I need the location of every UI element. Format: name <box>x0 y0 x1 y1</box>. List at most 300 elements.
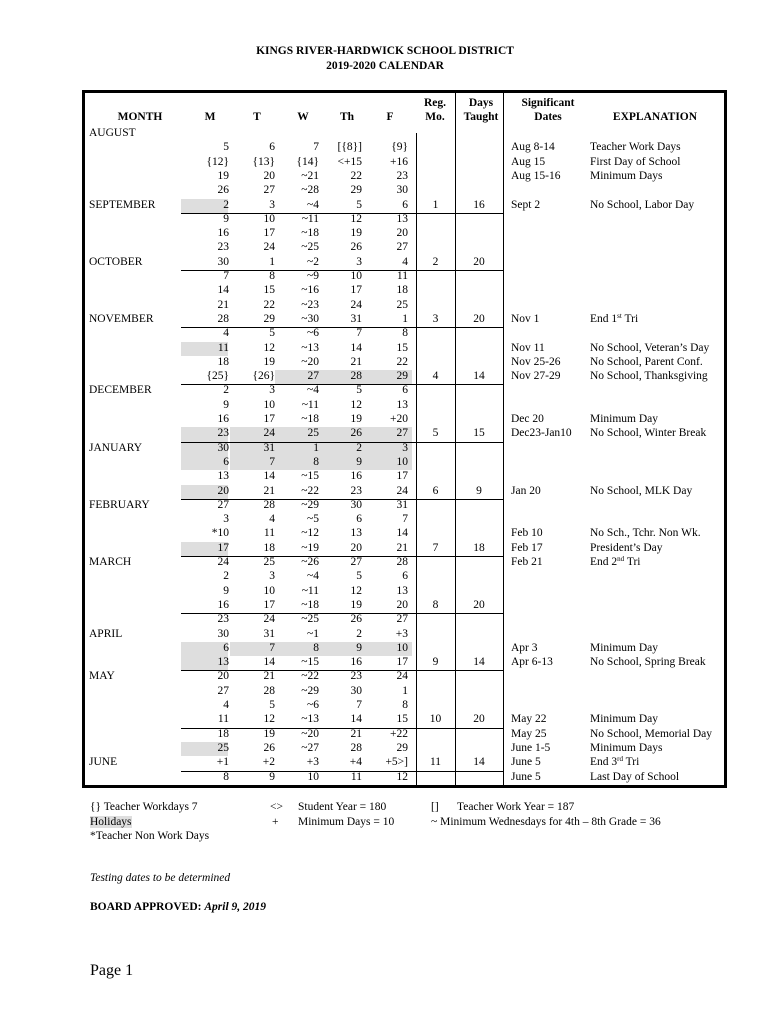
day-cell: 12 <box>263 713 275 726</box>
days-taught: 14 <box>473 656 485 669</box>
day-cell: 13 <box>350 527 362 540</box>
day-cell: 24 <box>263 241 275 254</box>
holiday-shade <box>181 199 228 213</box>
day-cell: 26 <box>263 741 275 754</box>
day-cell: 10 <box>263 212 275 225</box>
day-cell: 14 <box>217 284 229 297</box>
ordinal-suffix: st <box>617 311 622 320</box>
day-cell: ~28 <box>301 184 319 197</box>
significant-date: Aug 8-14 <box>511 141 555 154</box>
day-cell: 27 <box>396 613 408 626</box>
day-cell: 6 <box>269 141 275 154</box>
day-cell: 10 <box>396 455 408 468</box>
significant-date: May 22 <box>511 713 547 726</box>
day-cell: 9 <box>356 641 362 654</box>
month-divider <box>181 384 503 385</box>
day-cell: 1 <box>313 441 319 454</box>
reg-month-number: 9 <box>432 656 439 669</box>
explanation <box>590 771 679 784</box>
day-cell: 14 <box>350 713 362 726</box>
day-cell: 24 <box>350 298 362 311</box>
day-cell: 10 <box>350 270 362 282</box>
holiday-shade <box>230 642 275 656</box>
day-cell: 10 <box>263 398 275 411</box>
significant-date: Nov 25-26 <box>511 355 561 368</box>
month-label: APRIL <box>89 627 123 640</box>
explanation <box>590 527 701 540</box>
day-cell: 16 <box>217 413 229 425</box>
explanation <box>590 170 663 183</box>
significant-date: Nov 11 <box>511 341 545 354</box>
day-cell: 23 <box>350 484 362 497</box>
day-cell: 20 <box>217 670 229 683</box>
day-cell: 30 <box>350 684 362 697</box>
explanation-text: No School, Spring Break <box>590 656 706 669</box>
calendar-title: 2019-2020 CALENDAR <box>326 60 444 72</box>
legend-non-work-days: *Teacher Non Work Days <box>90 830 210 842</box>
day-cell: 17 <box>263 413 275 425</box>
day-cell: 7 <box>269 641 275 654</box>
divider-line <box>503 93 504 787</box>
day-cell: 21 <box>263 484 275 497</box>
day-cell: 26 <box>217 184 229 197</box>
day-cell: +4 <box>349 756 362 769</box>
day-cell: 1 <box>402 312 408 325</box>
day-cell: 23 <box>217 613 229 626</box>
col-header-wed: W <box>297 111 309 123</box>
day-cell: 3 <box>356 255 362 268</box>
day-cell: ~9 <box>307 270 319 282</box>
reg-month-number: 7 <box>432 541 439 554</box>
explanation-suffix: Tri <box>623 756 640 769</box>
explanation-text: President’s Day <box>590 541 663 554</box>
day-cell: 11 <box>396 270 408 282</box>
reg-month-number: 2 <box>432 255 439 268</box>
day-cell: 20 <box>396 598 408 611</box>
day-cell: ~16 <box>301 284 319 297</box>
day-cell: *10 <box>211 527 229 540</box>
col-header-thu: Th <box>339 111 355 123</box>
month-label: AUGUST <box>89 127 136 139</box>
explanation-text: No Sch., Tchr. Non Wk. <box>590 527 701 540</box>
explanation <box>590 141 681 154</box>
explanation-text: No School, Winter Break <box>590 427 707 440</box>
day-cell: ~13 <box>301 341 319 354</box>
explanation-text: No School, Labor Day <box>590 198 695 211</box>
significant-date: Dec23-Jan10 <box>511 427 572 440</box>
explanation-text: First Day of School <box>590 155 681 168</box>
day-cell: 24 <box>263 613 275 626</box>
day-cell: 17 <box>263 227 275 240</box>
day-cell: 11 <box>217 713 229 726</box>
day-cell: 18 <box>217 355 229 368</box>
day-cell: 27 <box>217 684 229 697</box>
significant-date: Apr 3 <box>511 641 538 654</box>
day-cell: 7 <box>356 699 362 711</box>
day-cell: 3 <box>269 384 275 397</box>
days-taught: 18 <box>473 541 485 554</box>
day-cell: [{8}] <box>337 141 362 154</box>
col-header-taught: Taught <box>463 111 499 123</box>
reg-month-number: 3 <box>432 312 439 325</box>
page-number: Page 1 <box>90 962 134 979</box>
day-cell: ~19 <box>301 541 319 554</box>
day-cell: 19 <box>350 413 362 425</box>
explanation-text: End 1 <box>590 312 618 325</box>
day-cell: 29 <box>396 370 408 383</box>
day-cell: 11 <box>217 341 229 354</box>
day-cell: 28 <box>217 312 229 325</box>
day-cell: 6 <box>402 570 408 583</box>
day-cell: ~30 <box>301 312 319 325</box>
day-cell: ~29 <box>301 684 319 697</box>
month-label: MAY <box>89 670 115 683</box>
col-header-mo: Mo. <box>425 111 445 123</box>
day-cell: 30 <box>350 498 362 511</box>
month-label: MARCH <box>89 556 132 568</box>
day-cell: +5>] <box>385 756 408 769</box>
day-cell: 27 <box>396 427 408 440</box>
day-cell: 9 <box>269 770 275 783</box>
day-cell: 22 <box>396 355 408 368</box>
day-cell: 23 <box>350 670 362 683</box>
day-cell: 23 <box>217 427 229 440</box>
day-cell: 1 <box>402 684 408 697</box>
day-cell: ~1 <box>307 627 319 640</box>
day-cell: 8 <box>223 770 229 783</box>
day-cell: ~20 <box>301 355 319 368</box>
explanation <box>590 642 658 655</box>
days-taught: 20 <box>473 255 485 268</box>
day-cell: 29 <box>396 741 408 754</box>
day-cell: 31 <box>350 312 362 325</box>
day-cell: 3 <box>269 198 275 211</box>
explanation <box>590 356 703 369</box>
col-header-days: Days <box>468 97 494 109</box>
explanation-text: Minimum Days <box>590 741 663 754</box>
significant-date: Dec 20 <box>511 413 544 425</box>
day-cell: ~27 <box>301 741 319 754</box>
day-cell: 21 <box>217 298 229 311</box>
day-cell: 21 <box>350 355 362 368</box>
day-cell: 28 <box>396 556 408 568</box>
day-cell: 7 <box>356 327 362 340</box>
board-approval <box>90 901 266 913</box>
month-divider <box>181 670 503 671</box>
day-cell: 28 <box>350 741 362 754</box>
explanation <box>590 199 694 212</box>
day-cell: 15 <box>263 284 275 297</box>
day-cell: ~11 <box>301 212 319 225</box>
day-cell: ~23 <box>301 298 319 311</box>
day-cell: ~20 <box>301 727 319 740</box>
explanation-text: No School, Memorial Day <box>590 727 713 740</box>
explanation-text: No School, Veteran’s Day <box>590 341 710 354</box>
day-cell: +3 <box>395 627 408 640</box>
month-label: FEBRUARY <box>89 498 150 511</box>
explanation-suffix: Tri <box>624 556 641 568</box>
day-cell: 6 <box>223 641 229 654</box>
explanation <box>590 728 712 741</box>
day-cell: 13 <box>217 470 229 483</box>
day-cell: 17 <box>350 284 362 297</box>
day-cell: 31 <box>396 498 408 511</box>
day-cell: 9 <box>223 212 229 225</box>
day-cell: 8 <box>402 699 408 711</box>
day-cell: 8 <box>269 270 275 282</box>
day-cell: 3 <box>223 513 229 526</box>
day-cell: 28 <box>263 498 275 511</box>
day-cell: 26 <box>350 241 362 254</box>
day-cell: 7 <box>313 141 319 154</box>
col-header-reg: Reg. <box>423 97 447 109</box>
day-cell: 19 <box>217 169 229 182</box>
significant-date: Nov 1 <box>511 312 540 325</box>
day-cell: 30 <box>217 441 229 454</box>
day-cell: 17 <box>263 598 275 611</box>
days-taught: 15 <box>473 427 485 440</box>
day-cell: 4 <box>269 513 275 526</box>
day-cell: 31 <box>263 627 275 640</box>
day-cell: 19 <box>350 598 362 611</box>
explanation-text: No School, Thanksgiving <box>590 370 708 383</box>
day-cell: ~6 <box>307 699 319 711</box>
days-taught: 14 <box>473 370 485 383</box>
day-cell: ~29 <box>301 498 319 511</box>
day-cell: +20 <box>390 413 408 425</box>
col-header-dates: Dates <box>534 111 562 123</box>
day-cell: 20 <box>350 541 362 554</box>
month-divider <box>181 613 503 614</box>
month-label: NOVEMBER <box>89 312 154 325</box>
day-cell: 19 <box>263 355 275 368</box>
days-taught: 20 <box>473 312 485 325</box>
day-cell: +22 <box>390 727 408 740</box>
significant-date: June 1-5 <box>511 741 551 754</box>
month-divider <box>181 771 503 772</box>
legend-symbol: [] <box>431 801 439 813</box>
day-cell: 20 <box>263 169 275 182</box>
explanation <box>590 542 663 555</box>
month-divider <box>181 213 503 214</box>
holiday-shade <box>181 456 228 470</box>
day-cell: 11 <box>350 770 362 783</box>
day-cell: 10 <box>307 770 319 783</box>
significant-date: Feb 17 <box>511 541 543 554</box>
explanation <box>590 342 709 355</box>
day-cell: ~25 <box>301 241 319 254</box>
significant-date: Jan 20 <box>511 484 541 497</box>
day-cell: 26 <box>350 427 362 440</box>
day-cell: 18 <box>217 727 229 740</box>
day-cell: 13 <box>396 398 408 411</box>
day-cell: +16 <box>390 155 408 168</box>
day-cell: ~12 <box>301 527 319 540</box>
reg-month-number: 11 <box>429 756 442 769</box>
explanation <box>590 713 658 726</box>
day-cell: ~4 <box>307 384 319 397</box>
day-cell: 4 <box>223 699 229 711</box>
day-cell: 25 <box>263 556 275 568</box>
day-cell: 9 <box>356 455 362 468</box>
explanation-text: Minimum Days <box>590 169 663 182</box>
day-cell: 5 <box>356 198 362 211</box>
day-cell: ~18 <box>301 413 319 425</box>
days-taught: 9 <box>476 484 482 497</box>
day-cell: 13 <box>396 212 408 225</box>
day-cell: 3 <box>402 441 408 454</box>
day-cell: 5 <box>269 327 275 340</box>
day-cell: 20 <box>396 227 408 240</box>
day-cell: 12 <box>350 584 362 597</box>
day-cell: 10 <box>263 584 275 597</box>
day-cell: 9 <box>223 398 229 411</box>
explanation-text: No School, Parent Conf. <box>590 355 703 368</box>
day-cell: ~25 <box>301 613 319 626</box>
month-divider <box>181 270 503 271</box>
day-cell: 9 <box>223 584 229 597</box>
day-cell: 27 <box>217 498 229 511</box>
day-cell: ~15 <box>301 470 319 483</box>
day-cell: 13 <box>396 584 408 597</box>
reg-month-number: 10 <box>429 713 442 726</box>
legend-student-year: Student Year = 180 <box>298 801 387 813</box>
day-cell: 6 <box>402 384 408 397</box>
day-cell: 19 <box>263 727 275 740</box>
calendar-table <box>82 90 727 788</box>
month-label: DECEMBER <box>89 384 152 397</box>
significant-date: Feb 10 <box>511 527 543 540</box>
day-cell: ~15 <box>301 656 319 669</box>
day-cell: 21 <box>350 727 362 740</box>
day-cell: 15 <box>396 713 408 726</box>
day-cell: 16 <box>350 470 362 483</box>
legend-holidays: Holidays <box>90 816 132 828</box>
day-cell: 25 <box>217 741 229 754</box>
day-cell: 23 <box>396 169 408 182</box>
day-cell: 24 <box>396 670 408 683</box>
legend-minimum-wednesdays: ~ Minimum Wednesdays for 4th – 8th Grade = 36 <box>431 816 661 828</box>
day-cell: <+15 <box>337 155 362 168</box>
reg-month-number: 1 <box>432 198 439 211</box>
day-cell: ~13 <box>301 713 319 726</box>
explanation-text: Minimum Day <box>590 641 659 654</box>
day-cell: 28 <box>350 370 362 383</box>
days-taught: 16 <box>473 198 485 211</box>
month-divider <box>181 442 503 443</box>
day-cell: 14 <box>350 341 362 354</box>
day-cell: 27 <box>350 556 362 568</box>
day-cell: 5 <box>356 570 362 583</box>
day-cell: ~4 <box>307 198 319 211</box>
day-cell: +2 <box>262 756 275 769</box>
explanation-text: Teacher Work Days <box>590 141 681 154</box>
significant-date: Feb 21 <box>511 556 543 568</box>
significant-date: June 5 <box>511 770 541 783</box>
divider-line <box>416 133 417 787</box>
explanation <box>590 370 708 383</box>
day-cell: 15 <box>396 341 408 354</box>
explanation <box>590 556 640 569</box>
day-cell: 2 <box>223 570 229 583</box>
col-header-month: MONTH <box>117 111 163 123</box>
explanation <box>590 413 658 426</box>
reg-month-number: 5 <box>432 427 439 440</box>
day-cell: 19 <box>350 227 362 240</box>
day-cell: 2 <box>223 384 229 397</box>
day-cell: 17 <box>217 541 229 554</box>
month-divider <box>181 327 503 328</box>
day-cell: 12 <box>350 212 362 225</box>
month-divider <box>181 556 503 557</box>
day-cell: 4 <box>402 255 408 268</box>
day-cell: 21 <box>396 541 408 554</box>
day-cell: 27 <box>307 370 319 383</box>
reg-month-number: 8 <box>432 598 439 611</box>
day-cell: 11 <box>263 527 275 540</box>
explanation <box>590 313 638 326</box>
day-cell: 5 <box>223 141 229 154</box>
col-header-explanation: EXPLANATION <box>612 111 698 123</box>
day-cell: ~11 <box>301 584 319 597</box>
month-divider <box>181 785 724 786</box>
day-cell: ~22 <box>301 670 319 683</box>
legend-teacher-work-year: Teacher Work Year = 187 <box>457 801 575 813</box>
day-cell: 13 <box>217 656 229 669</box>
day-cell: 26 <box>350 613 362 626</box>
day-cell: 29 <box>350 184 362 197</box>
day-cell: 20 <box>217 484 229 497</box>
month-divider <box>181 499 503 500</box>
explanation-text: End 2 <box>590 556 618 568</box>
day-cell: 12 <box>396 770 408 783</box>
significant-date: June 5 <box>511 756 541 769</box>
significant-date: Apr 6-13 <box>511 656 553 669</box>
day-cell: {12} <box>206 155 229 168</box>
month-label: OCTOBER <box>89 255 143 268</box>
day-cell: 16 <box>350 656 362 669</box>
explanation-suffix: Tri <box>621 312 639 325</box>
legend-minimum-days: Minimum Days = 10 <box>298 816 395 828</box>
day-cell: 2 <box>356 627 362 640</box>
day-cell: 27 <box>263 184 275 197</box>
day-cell: 18 <box>263 541 275 554</box>
day-cell: 14 <box>263 656 275 669</box>
day-cell: 8 <box>313 641 319 654</box>
days-taught: 20 <box>473 713 485 726</box>
day-cell: 2 <box>223 198 229 211</box>
explanation <box>590 156 680 169</box>
day-cell: 12 <box>263 341 275 354</box>
day-cell: 22 <box>350 169 362 182</box>
day-cell: 17 <box>396 470 408 483</box>
explanation-text: Last Day of School <box>590 770 680 783</box>
explanation <box>590 485 692 498</box>
day-cell: ~18 <box>301 598 319 611</box>
day-cell: 3 <box>269 570 275 583</box>
day-cell: ~6 <box>307 327 319 340</box>
significant-date: May 25 <box>511 727 547 740</box>
day-cell: 27 <box>396 241 408 254</box>
day-cell: 12 <box>350 398 362 411</box>
district-title: KINGS RIVER-HARDWICK SCHOOL DISTRICT <box>256 45 514 57</box>
significant-date: Aug 15-16 <box>511 169 561 182</box>
day-cell: 21 <box>263 670 275 683</box>
day-cell: 7 <box>402 513 408 526</box>
month-label: SEPTEMBER <box>89 198 156 211</box>
day-cell: 7 <box>269 455 275 468</box>
day-cell: 23 <box>217 241 229 254</box>
